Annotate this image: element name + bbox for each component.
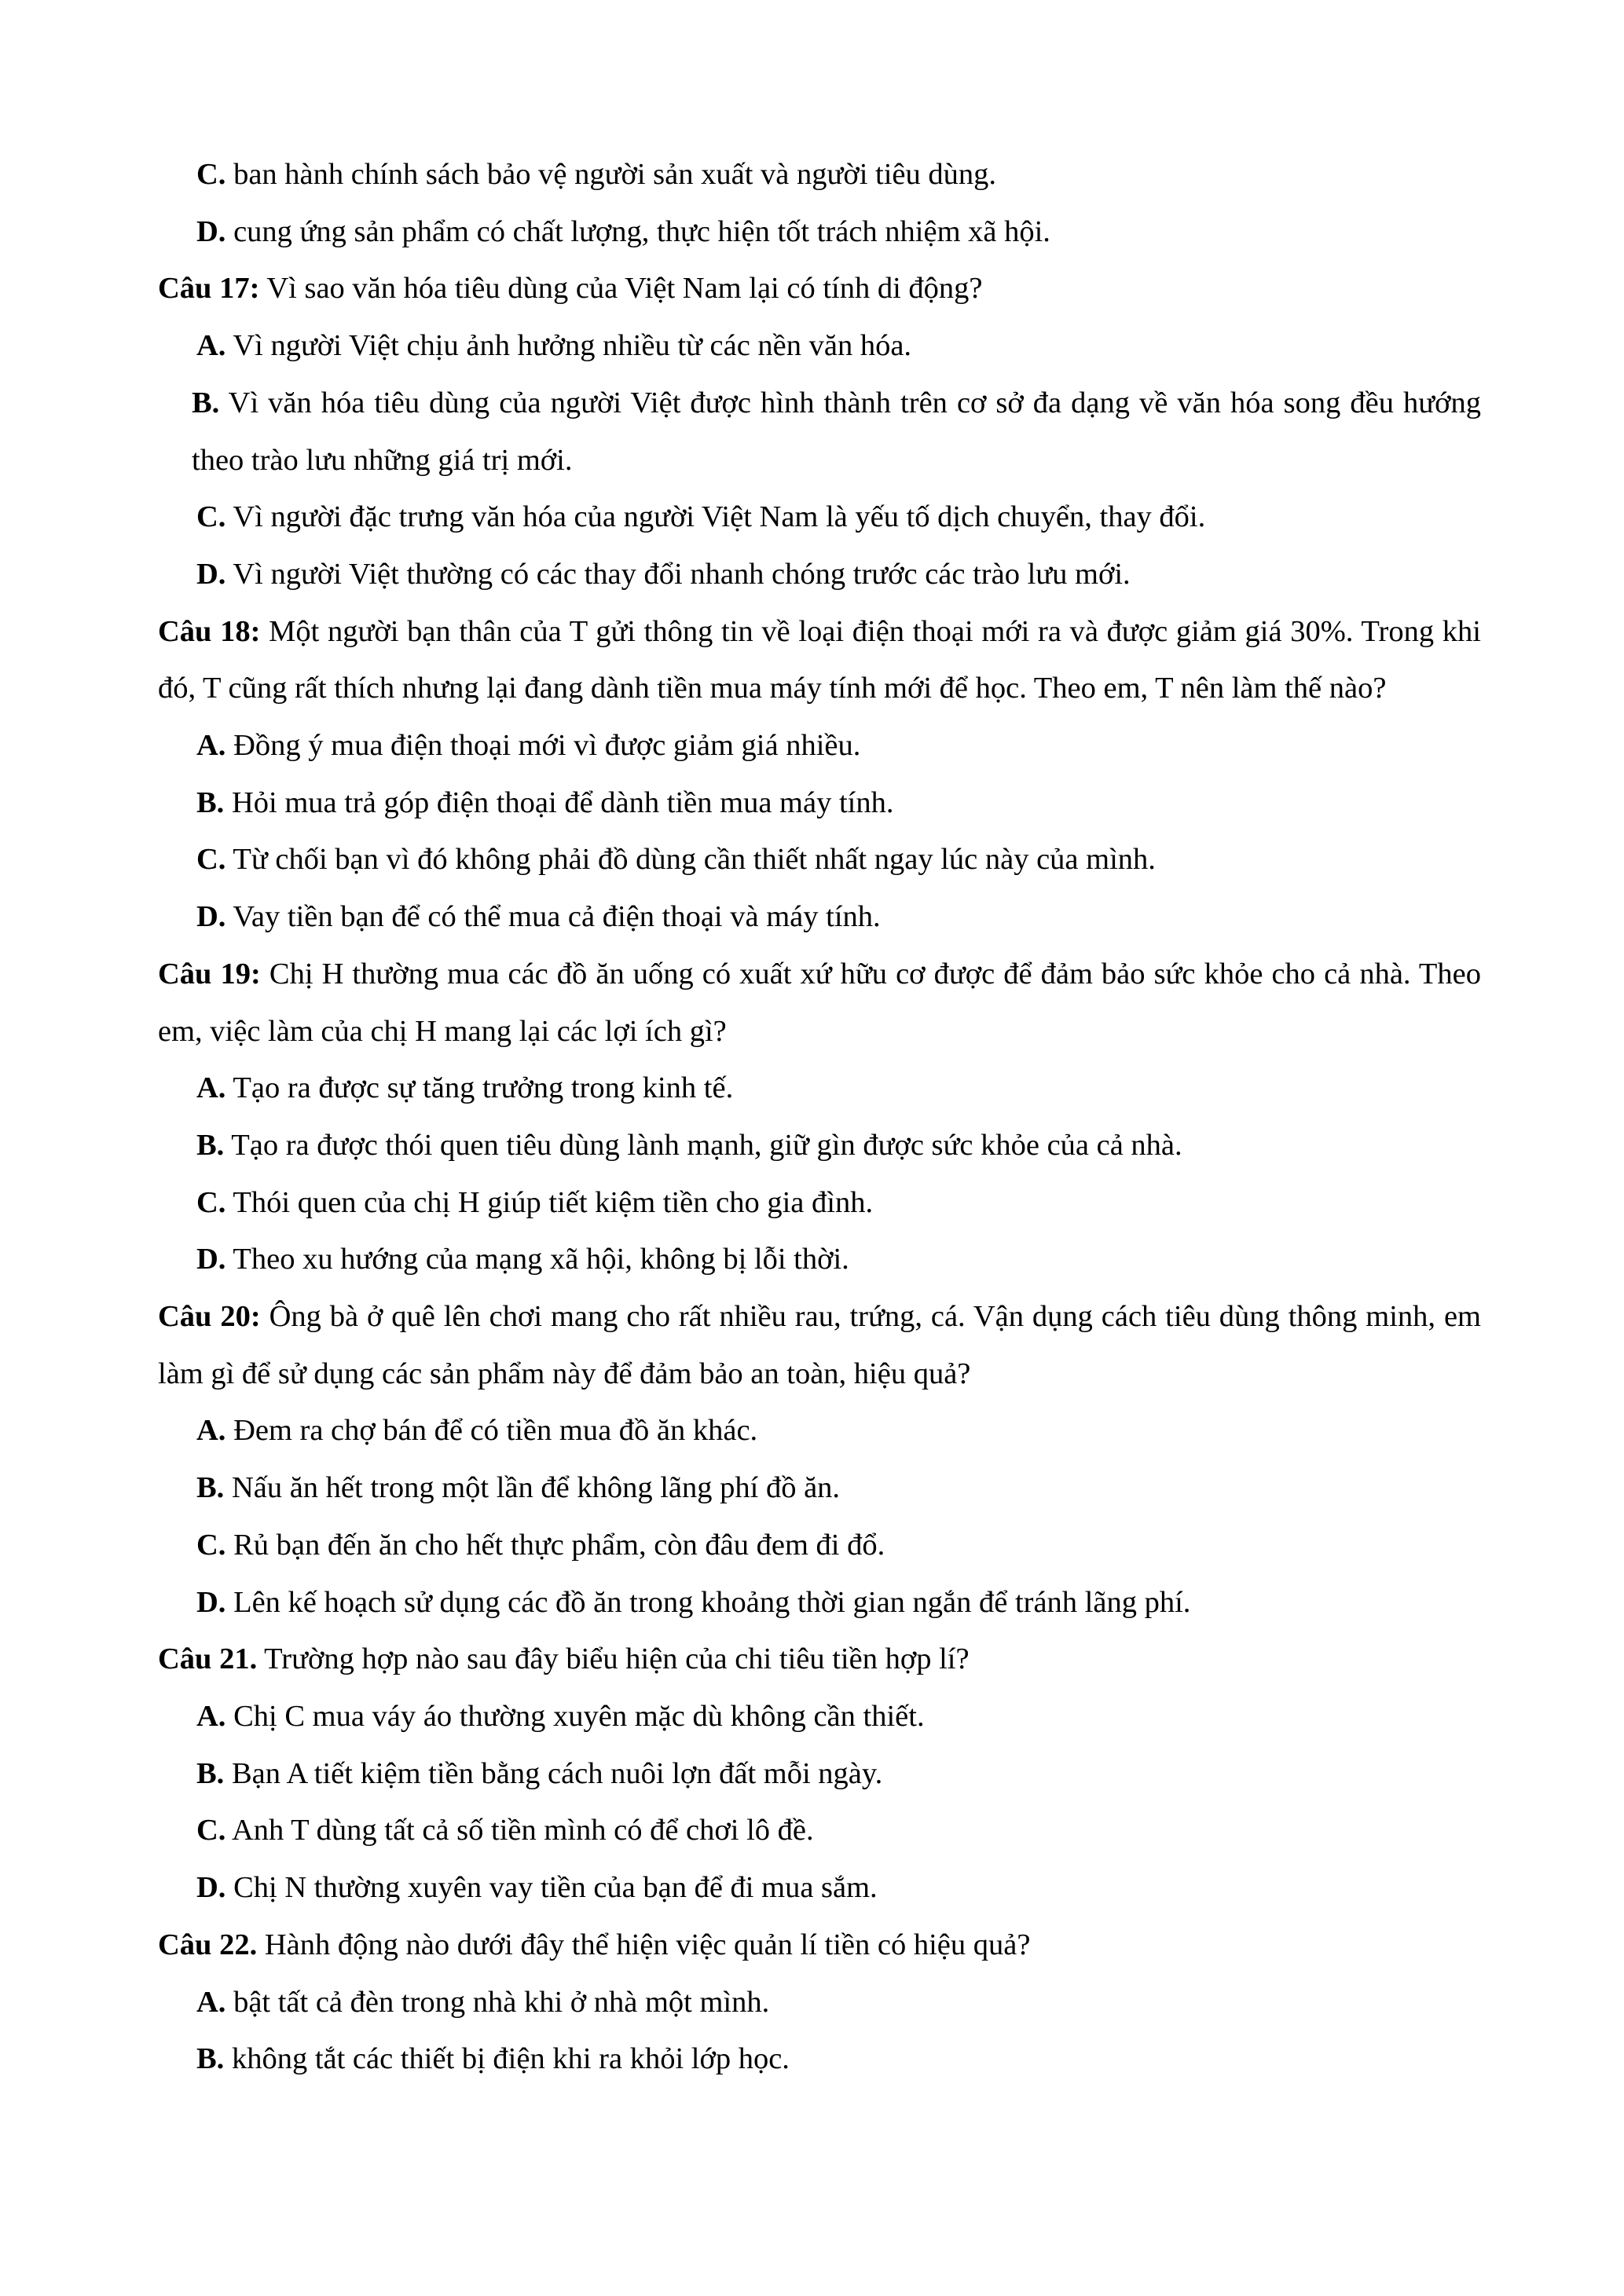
option-label: B. [196, 1471, 225, 1505]
answer-option [158, 717, 1481, 774]
option-label: C. [196, 1814, 226, 1847]
question-number: Câu 17: [158, 272, 260, 306]
option-label: C. [196, 1185, 226, 1219]
answer-option [158, 888, 1481, 946]
answer-option [158, 1802, 1481, 1859]
option-label: A. [196, 1699, 226, 1733]
option-label: D. [196, 1585, 226, 1619]
option-text: Rủ bạn đến ăn cho hết thực phẩm, còn đâu đem đi đổ. [225, 1528, 885, 1562]
answer-option [158, 1174, 1481, 1232]
answer-option [158, 2031, 1481, 2088]
answer-option [158, 1688, 1481, 1745]
question-text: Vì sao văn hóa tiêu dùng của Việt Nam lại có tính di động? [259, 272, 983, 306]
option-text: không tắt các thiết bị điện khi ra khỏi lớp học. [224, 2042, 790, 2076]
answer-option [158, 1517, 1481, 1574]
question-number: Câu 19: [158, 957, 261, 991]
option-text: Đồng ý mua điện thoại mới vì được giảm giá nhiều. [225, 729, 861, 763]
answer-option [158, 1117, 1481, 1174]
option-label: A. [196, 1985, 226, 2019]
option-label: B. [192, 386, 220, 419]
question-stem [158, 1917, 1481, 1974]
option-text: cung ứng sản phẩm có chất lượng, thực hiện tốt trách nhiệm xã hội. [225, 214, 1050, 248]
option-text: Bạn A tiết kiệm tiền bằng cách nuôi lợn đất mỗi ngày. [224, 1756, 883, 1790]
answer-option [158, 1402, 1481, 1459]
option-label: A. [196, 329, 226, 363]
option-label: C. [196, 500, 226, 534]
option-label: B. [196, 2042, 225, 2076]
option-text: Thói quen của chị H giúp tiết kiệm tiền cho gia đình. [225, 1185, 874, 1219]
option-label: C. [196, 1528, 226, 1562]
option-text: Đem ra chợ bán để có tiền mua đồ ăn khác. [225, 1414, 758, 1448]
question-stem [158, 1631, 1481, 1688]
option-label: D. [196, 900, 226, 934]
option-label: C. [196, 158, 226, 191]
answer-option [158, 203, 1481, 261]
answer-option [158, 546, 1481, 603]
option-label: A. [196, 1414, 226, 1448]
answer-option [158, 317, 1481, 375]
option-label: B. [196, 1128, 225, 1162]
answer-option [158, 489, 1481, 546]
question-number: Câu 22. [158, 1928, 258, 1961]
question-text: Một người bạn thân của T gửi thông tin về loại điện thoại mới ra và được giảm giá 30%. Trong khi đó, T cũng rất thích nhưng lại đang dành tiền mua máy tính mới để học. Theo em, T nên làm thế nào? [158, 614, 1481, 705]
answer-option [158, 831, 1481, 888]
option-text: Lên kế hoạch sử dụng các đồ ăn trong khoảng thời gian ngắn để tránh lãng phí. [225, 1585, 1191, 1619]
option-text: Hỏi mua trả góp điện thoại để dành tiền mua máy tính. [224, 785, 894, 819]
answer-option [158, 774, 1481, 832]
answer-option [158, 1974, 1481, 2031]
option-label: D. [196, 214, 226, 248]
question-number: Câu 20: [158, 1300, 261, 1334]
option-text: Vì văn hóa tiêu dùng của người Việt được hình thành trên cơ sở đa dạng về văn hóa song đều hướng theo trào lưu những giá trị mới. [192, 386, 1481, 477]
question-stem [158, 1288, 1481, 1402]
answer-option [158, 1745, 1481, 1803]
option-text: bật tất cả đèn trong nhà khi ở nhà một mình. [225, 1985, 770, 2019]
option-text: Theo xu hướng của mạng xã hội, không bị lỗi thời. [225, 1243, 849, 1276]
option-text: Tạo ra được thói quen tiêu dùng lành mạnh, giữ gìn được sức khỏe của cả nhà. [224, 1128, 1182, 1162]
option-text: Từ chối bạn vì đó không phải đồ dùng cần thiết nhất ngay lúc này của mình. [225, 843, 1156, 877]
option-label: D. [196, 1871, 226, 1905]
question-text: Trường hợp nào sau đây biểu hiện của chi tiêu tiền hợp lí? [257, 1642, 970, 1676]
question-number: Câu 18: [158, 614, 261, 648]
answer-option [158, 1859, 1481, 1917]
answer-option [158, 1459, 1481, 1517]
option-label: B. [196, 1756, 225, 1790]
option-label: C. [196, 843, 226, 877]
option-label: A. [196, 1071, 226, 1105]
answer-option [158, 1574, 1481, 1631]
question-stem [158, 946, 1481, 1060]
document-page [158, 146, 1481, 2088]
option-text: Tạo ra được sự tăng trưởng trong kinh tế. [225, 1071, 734, 1105]
question-text: Ông bà ở quê lên chơi mang cho rất nhiều rau, trứng, cá. Vận dụng cách tiêu dùng thông minh, em làm gì để sử dụng các sản phẩm này để đảm bảo an toàn, hiệu quả? [158, 1300, 1481, 1390]
option-label: B. [196, 785, 225, 819]
option-text: Vì người đặc trưng văn hóa của người Việt Nam là yếu tố dịch chuyển, thay đổi. [225, 500, 1206, 534]
option-text: Vay tiền bạn để có thể mua cả điện thoại và máy tính. [225, 900, 881, 934]
option-text: Anh T dùng tất cả số tiền mình có để chơi lô đề. [225, 1814, 814, 1847]
answer-option [158, 375, 1481, 489]
option-text: Vì người Việt chịu ảnh hưởng nhiều từ các nền văn hóa. [225, 329, 912, 363]
option-text: Chị C mua váy áo thường xuyên mặc dù không cần thiết. [225, 1699, 925, 1733]
answer-option [158, 1231, 1481, 1288]
question-number: Câu 21. [158, 1642, 258, 1676]
option-text: Chị N thường xuyên vay tiền của bạn để đi mua sắm. [225, 1871, 878, 1905]
option-label: D. [196, 1243, 226, 1276]
option-text: Vì người Việt thường có các thay đổi nhanh chóng trước các trào lưu mới. [225, 557, 1131, 591]
option-label: A. [196, 729, 226, 763]
question-stem [158, 603, 1481, 717]
option-label: D. [196, 557, 226, 591]
answer-option [158, 1060, 1481, 1117]
answer-option [158, 146, 1481, 203]
option-text: ban hành chính sách bảo vệ người sản xuất và người tiêu dùng. [225, 158, 997, 191]
question-text: Hành động nào dưới đây thể hiện việc quản lí tiền có hiệu quả? [257, 1928, 1031, 1961]
question-text: Chị H thường mua các đồ ăn uống có xuất xứ hữu cơ được để đảm bảo sức khỏe cho cả nhà. Theo em, việc làm của chị H mang lại các lợi ích gì? [158, 957, 1481, 1048]
option-text: Nấu ăn hết trong một lần để không lãng phí đồ ăn. [224, 1471, 841, 1505]
question-stem [158, 260, 1481, 317]
